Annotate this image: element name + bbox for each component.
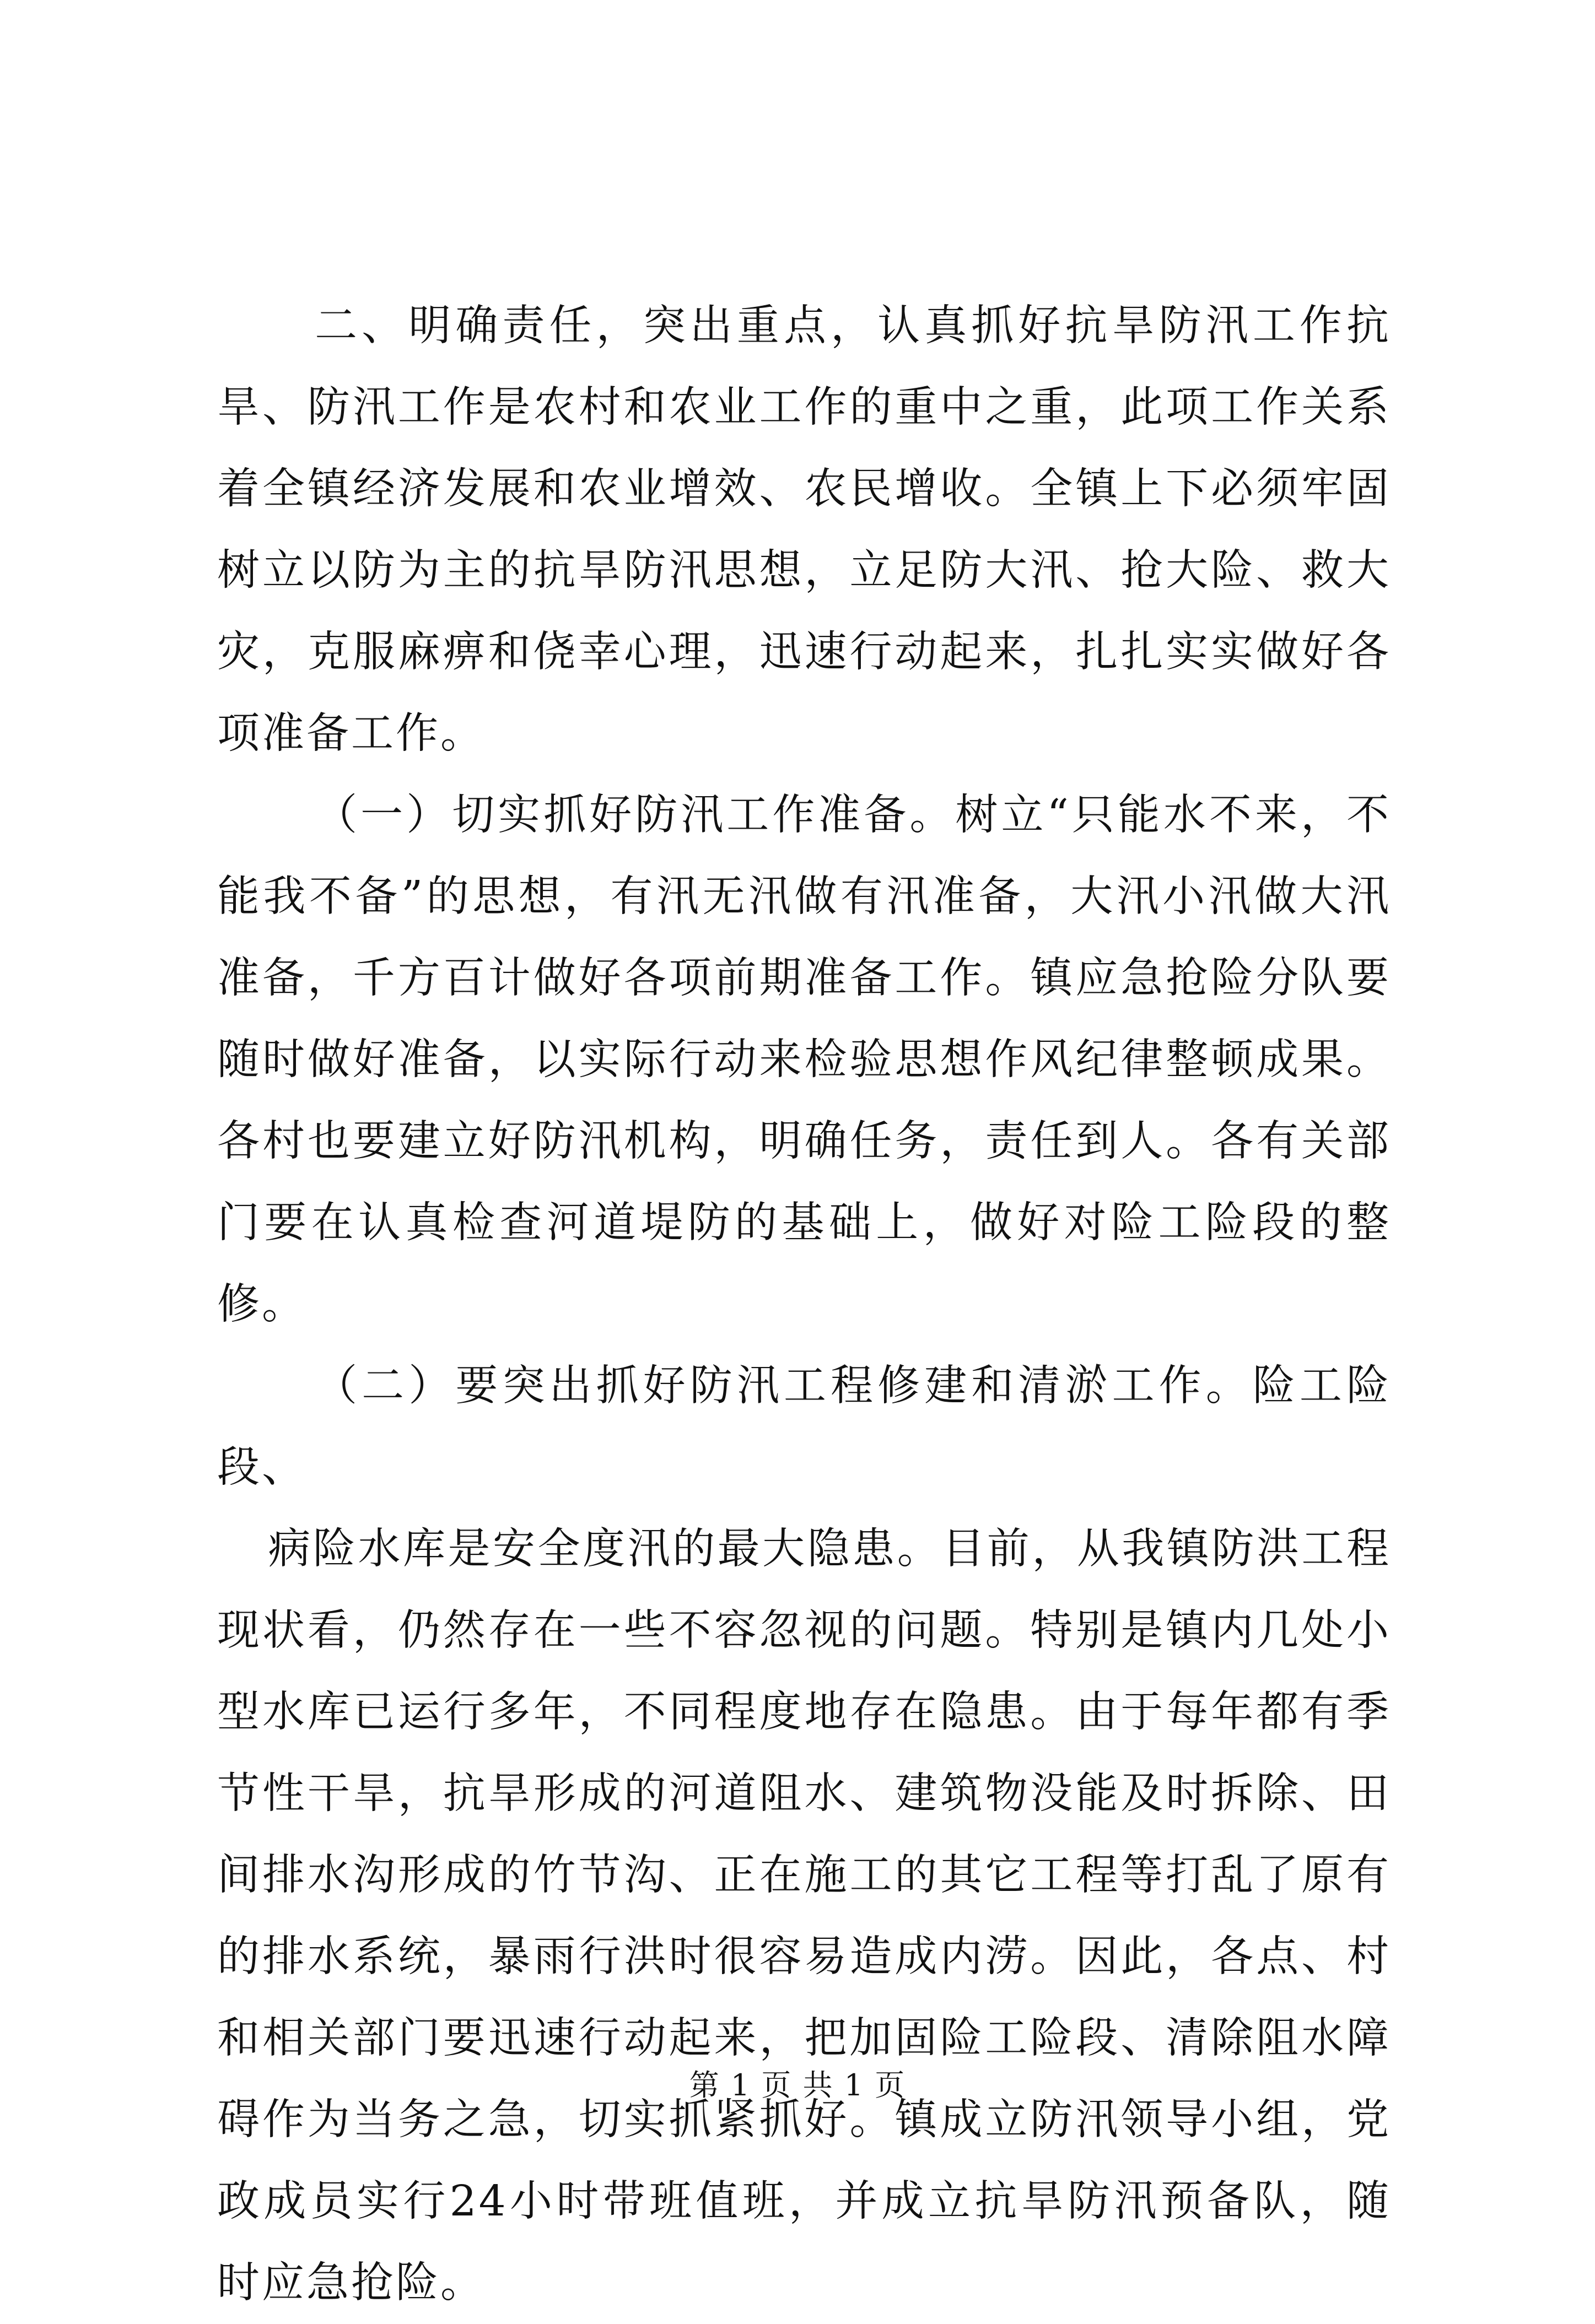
paragraph-flood-preparation: （一）切实抓好防汛工作准备。树立“只能水不来，不能我不备”的思想，有汛无汛做有汛准备，大汛小汛做大汛准备，千方百计做好各项前期准备工作。镇应急抢险分队要随时做好准备，以实际行动来检验思想作风纪律整顿成果。各村也要建立好防汛机构，明确任务，责任到人。各有关部门要在认真检查河道堤防的基础上，做好对险工险段的整修。 [217, 791, 1391, 1329]
document-body [217, 285, 1391, 2324]
page-number-footer: 第 1 页 共 1 页 [689, 2068, 906, 2103]
paragraph-responsibility: 二、明确责任，突出重点，认真抓好抗旱防汛工作抗旱、防汛工作是农村和农业工作的重中之重，此项工作关系着全镇经济发展和农业增效、农民增收。全镇上下必须牢固树立以防为主的抗旱防汛思想，立足防大汛、抢大险、救大灾，克服麻痹和侥幸心理，迅速行动起来，扎扎实实做好各项准备工作。 [217, 301, 1391, 758]
paragraph-reservoir-hazards: 病险水库是安全度汛的最大隐患。目前，从我镇防洪工程现状看，仍然存在一些不容忽视的问题。特别是镇内几处小型水库已运行多年，不同程度地存在隐患。由于每年都有季节性干旱，抗旱形成的河道阻水、建筑物没能及时拆除、田间排水沟形成的竹节沟、正在施工的其它工程等打乱了原有的排水系统，暴雨行洪时很容易造成内涝。因此，各点、村和相关部门要迅速行动起来，把加固险工险段、清除阻水障碍作为当务之急，切实抓紧抓好。镇成立防汛领导小组，党政成员实行24小时带班值班，并成立抗旱防汛预备队，随时应急抢险。 [217, 1525, 1391, 2307]
paragraph-engineering-heading: （二）要突出抓好防汛工程修建和清淤工作。险工险段、 [217, 1361, 1391, 1492]
